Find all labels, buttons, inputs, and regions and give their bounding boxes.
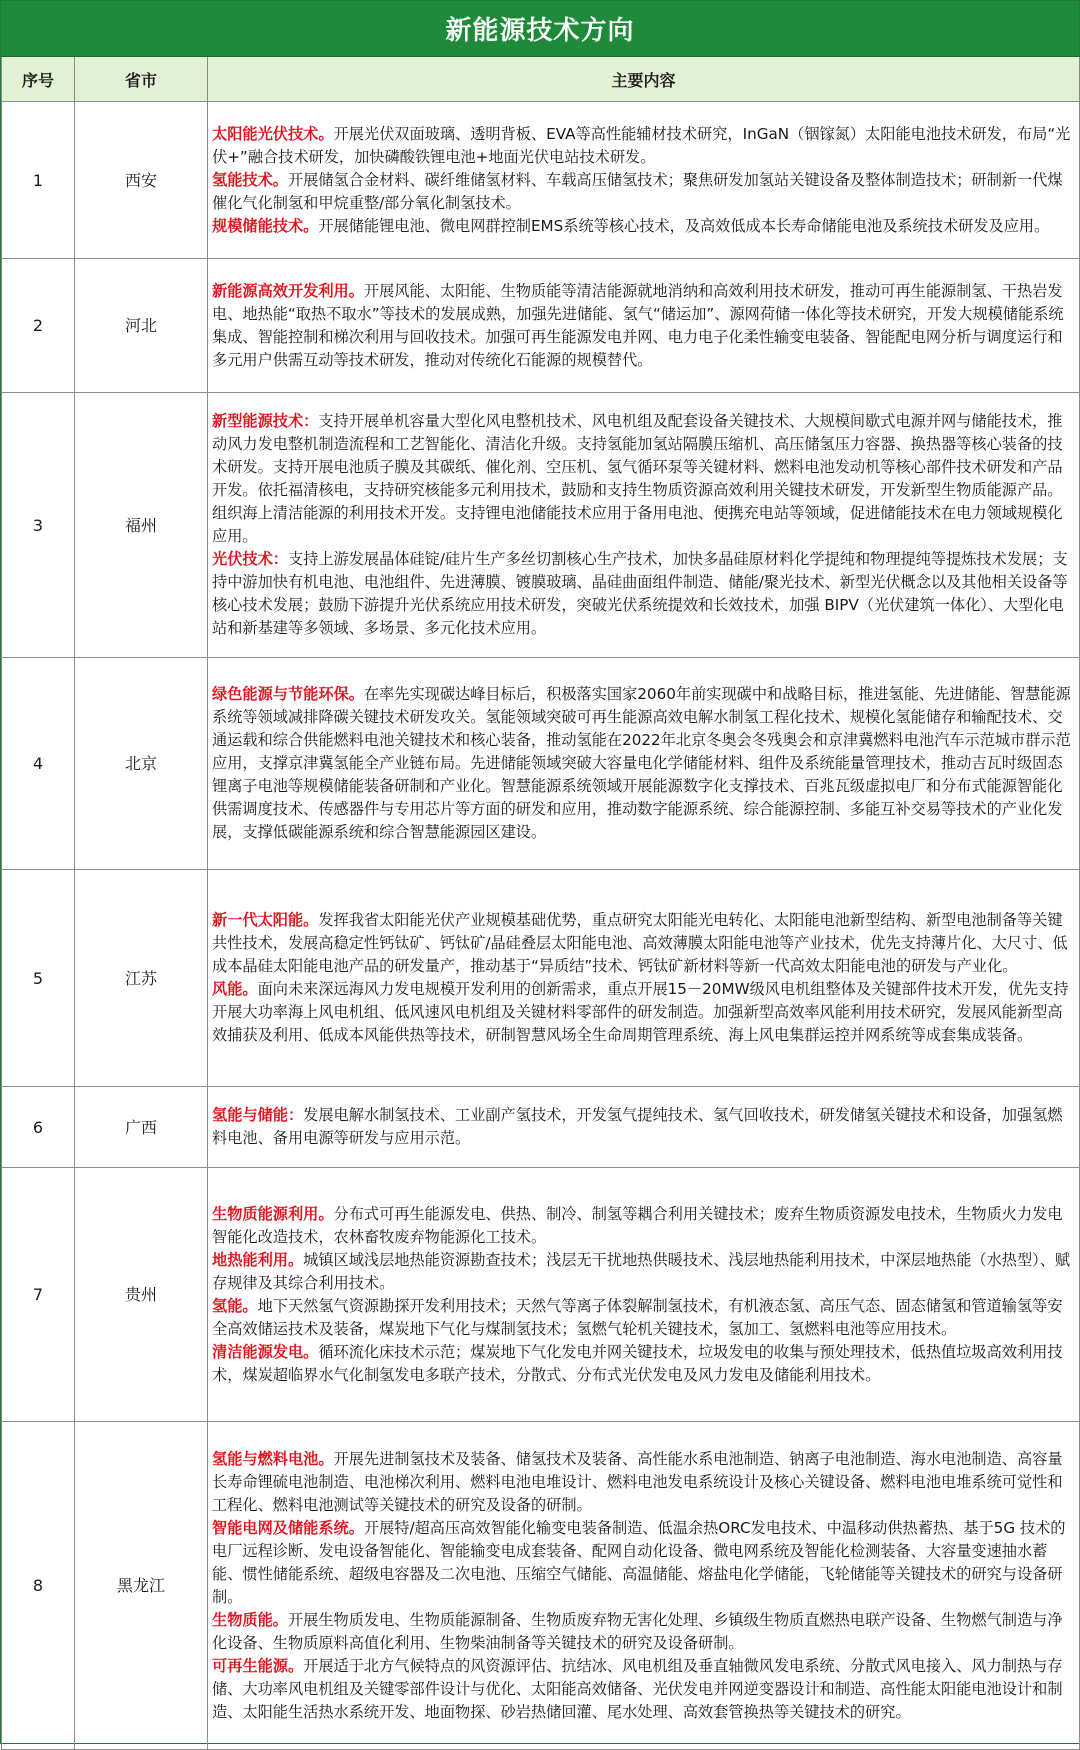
table-row: [2, 658, 1080, 870]
row-content: [208, 1422, 1080, 1750]
paragraph-text: 开展特/超高压高效智能化输变电装备制造、低温余热ORC发电技术、中温移动供热蓄热、基于5G 技术的电厂远程诊断、发电设备智能化、智能输变电成套装备、配网自动化设备、微电网系统及智能化检测装备、大容量变速抽水蓄能、惯性储能系统、超级电容器及二次电池、压缩空气储能、高温储能、熔盐电化学储能，飞轮储能等关键技术的研究与设备研制。: [212, 1518, 1066, 1606]
paragraph-heading: 氢能技术。: [212, 170, 288, 189]
row-content: [208, 1168, 1080, 1422]
content-paragraph: [212, 909, 1075, 978]
paragraph-heading: 氢能。: [212, 1296, 258, 1315]
paragraph-text: 支持开展单机容量大型化风电整机技术、风电机组及配套设备关键技术、大规模间歇式电源并网与储能技术，推动风力发电整机制造流程和工艺智能化、清洁化升级。支持氢能加氢站隔膜压缩机、高压储氢压力容器、换热器等核心装备的技术研发。支持开展电池质子膜及其碳纸、催化剂、空压机、氢气循环泵等关键材料、燃料电池发动机等核心部件技术研发和产品开发。依托福清核电，支持研究核能多元利用技术，鼓励和支持生物质资源高效利用关键技术研发，开发新型生物质能源产品。组织海上清洁能源的利用技术开发。支持锂电池储能技术应用于备用电池、便携充电站等领域，促进储能技术在电力领域规模化应用。: [212, 412, 1063, 545]
paragraph-heading: 可再生能源。: [212, 1656, 304, 1675]
row-city: 广西: [75, 1087, 208, 1168]
tech-direction-table: [1, 57, 1080, 1750]
content-paragraph: [212, 978, 1075, 1047]
row-city: 西安: [75, 102, 208, 259]
header-content: 主要内容: [208, 57, 1080, 102]
paragraph-heading: 新一代太阳能。: [212, 911, 319, 929]
content-paragraph: [212, 1295, 1075, 1341]
paragraph-text: 开展光伏双面玻璃、透明背板、EVA等高性能辅材技术研究，InGaN（铟镓氮）太阳能电池技术研发，布局“光伏+”融合技术研发，加快磷酸铁锂电池+地面光伏电站技术研发。: [212, 124, 1071, 166]
paragraph-text: 开展风能、太阳能、生物质能等清洁能源就地消纳和高效利用技术研发，推动可再生能源制氢、干热岩发电、地热能“取热不取水”等技术的发展成熟，加强先进储能、氢气“储运加”、源网荷储一体化等技术研究，开发大规模储能系统集成、智能控制和梯次利用与回收技术。加强可再生能源发电并网、电力电子化柔性输变电装备、智能配电网分析与调度运行和多元用户供需互动等技术研发，推动对传统化石能源的规模替代。: [212, 281, 1064, 369]
paragraph-heading: 清洁能源发电。: [212, 1342, 319, 1361]
paragraph-heading: 规模储能技术。: [212, 216, 319, 235]
row-number: 6: [2, 1087, 75, 1168]
paragraph-text: 开展生物质发电、生物质能源制备、生物质废弃物无害化处理、乡镇级生物质直燃热电联产设备、生物燃气制造与净化设备、生物质原料高值化利用、生物柴油制备等关键技术的研究及设备研制。: [212, 1610, 1063, 1652]
table-row: [2, 393, 1080, 658]
content-paragraph: [212, 1249, 1075, 1295]
paragraph-text: 开展适于北方气候特点的风资源评估、抗结冰、风电机组及垂直轴微风发电系统、分散式风电接入、风力制热与存储、大功率风电机组及关键零部件设计与优化、太阳能高效储备、光伏发电并网逆变器设计和制造、高性能太阳能电池设计和制造、太阳能生活热水系统开发、地面物探、砂岩热储回灌、尾水处理、高效套管换热等关键技术的研究。: [212, 1656, 1063, 1721]
paragraph-heading: 绿色能源与节能环保。: [212, 685, 364, 703]
row-content: [208, 259, 1080, 393]
header-city: 省市: [75, 57, 208, 102]
content-paragraph: [212, 1609, 1075, 1655]
row-number: 3: [2, 393, 75, 658]
content-paragraph: [212, 1104, 1075, 1150]
table-row: [2, 1422, 1080, 1750]
row-content: [208, 870, 1080, 1087]
table-row: [2, 1087, 1080, 1168]
header-row: [2, 57, 1080, 102]
paragraph-text: 分布式可再生能源发电、供热、制冷、制氢等耦合利用关键技术；废弃生物质资源发电技术，生物质火力发电智能化改造技术，农林畜牧废弃物能源化工技术。: [212, 1204, 1063, 1246]
row-city: 黑龙江: [75, 1422, 208, 1750]
content-paragraph: [212, 169, 1075, 215]
row-city: 北京: [75, 658, 208, 870]
row-number: 5: [2, 870, 75, 1087]
table-row: [2, 1168, 1080, 1422]
table-title: 新能源技术方向: [1, 1, 1079, 57]
row-city: 贵州: [75, 1168, 208, 1422]
row-number: 1: [2, 102, 75, 259]
paragraph-text: 面向未来深远海风力发电规模开发利用的创新需求，重点开展15－20MW级风电机组整体及关键部件技术开发，优先支持开展大功率海上风电机组、低风速风电机组及关键材料零部件的研发制造。加强新型高效率风能利用技术研究，发展风能新型高效捕获及利用、低成本风能供热等技术，研制智慧风场全生命周期管理系统、海上风电集群运控并网系统等成套集成装备。: [212, 980, 1069, 1044]
content-paragraph: [212, 1448, 1075, 1517]
paragraph-heading: 生物质能。: [212, 1610, 288, 1629]
paragraph-text: 开展储氢合金材料、碳纤维储氢材料、车载高压储氢技术；聚焦研发加氢站关键设备及整体制造技术；研制新一代煤催化气化制氢和甲烷重整/部分氧化制氢技术。: [212, 170, 1063, 212]
row-number: 4: [2, 658, 75, 870]
content-paragraph: [212, 410, 1075, 548]
paragraph-text: 地下天然氢气资源勘探开发利用技术；天然气等离子体裂解制氢技术，有机液态氢、高压气态、固态储氢和管道输氢等安全高效储运技术及装备，煤炭地下气化与煤制氢技术；氢燃气轮机关键技术，氢加工、氢燃料电池等应用技术。: [212, 1296, 1063, 1338]
paragraph-text: 发展电解水制氢技术、工业副产氢技术，开发氢气提纯技术、氢气回收技术，研发储氢关键技术和设备，加强氢燃料电池、备用电源等研发与应用示范。: [212, 1106, 1063, 1147]
row-city: 福州: [75, 393, 208, 658]
table-row: [2, 102, 1080, 259]
paragraph-heading: 地热能利用。: [212, 1250, 304, 1269]
paragraph-text: 城镇区域浅层地热能资源勘查技术；浅层无干扰地热供暖技术、浅层地热能利用技术，中深层地热能（水热型）、赋存规律及其综合利用技术。: [212, 1250, 1071, 1292]
content-paragraph: [212, 280, 1075, 372]
paragraph-heading: 氢能与燃料电池。: [212, 1449, 334, 1468]
table-body: [2, 102, 1080, 1750]
content-paragraph: [212, 123, 1075, 169]
paragraph-text: 循环流化床技术示范；煤炭地下气化发电并网关键技术，垃圾发电的收集与预处理技术，低热值垃圾高效利用技术，煤炭超临界水气化制氢发电多联产技术，分散式、分布式光伏发电及风力发电及储能利用技术。: [212, 1342, 1063, 1384]
paragraph-heading: 新能源高效开发利用。: [212, 281, 364, 300]
paragraph-heading: 光伏技术：: [212, 550, 288, 568]
row-city: 河北: [75, 259, 208, 393]
paragraph-text: 发挥我省太阳能光伏产业规模基础优势，重点研究太阳能光电转化、太阳能电池新型结构、新型电池制备等关键共性技术，发展高稳定性钙钛矿、钙钛矿/晶硅叠层太阳能电池、高效薄膜太阳能电池等产业技术，优先支持薄片化、大尺寸、低成本晶硅太阳能电池产品的研发量产，推动基于“异质结”技术、钙钛矿新材料等新一代高效太阳能电池的研发与产业化。: [212, 911, 1068, 975]
content-paragraph: [212, 548, 1075, 640]
row-content: [208, 393, 1080, 658]
row-city: 江苏: [75, 870, 208, 1087]
row-content: [208, 102, 1080, 259]
row-content: [208, 1087, 1080, 1168]
paragraph-text: 开展先进制氢技术及装备、储氢技术及装备、高性能水系电池制造、钠离子电池制造、海水电池制造、高容量长寿命锂硫电池制造、电池梯次利用、燃料电池电堆设计、燃料电池发电系统设计及核心关键设备、燃料电池电堆系统可觉性和工程化、燃料电池测试等关键技术的研究及设备的研制。: [212, 1449, 1063, 1514]
table-row: [2, 870, 1080, 1087]
content-paragraph: [212, 215, 1075, 238]
row-content: [208, 658, 1080, 870]
header-no: 序号: [2, 57, 75, 102]
content-paragraph: [212, 1341, 1075, 1387]
row-number: 7: [2, 1168, 75, 1422]
paragraph-heading: 智能电网及储能系统。: [212, 1518, 364, 1537]
row-number: 8: [2, 1422, 75, 1750]
table-row: [2, 259, 1080, 393]
paragraph-text: 在率先实现碳达峰目标后，积极落实国家2060年前实现碳中和战略目标，推进氢能、先进储能、智慧能源系统等领域减排降碳关键技术研发攻关。氢能领域突破可再生能源高效电解水制氢工程化技术、规模化氢能储存和输配技术、交通运载和综合供能燃料电池关键技术和核心装备，推动氢能在2022年北京冬奥会冬残奥会和京津冀燃料电池汽车示范城市群示范应用，支撑京津冀氢能全产业链布局。先进储能领域突破大容量电化学储能材料、组件及系统能量管理技术，推动吉瓦时级固态锂离子电池等规模储能装备研制和产业化。智慧能源系统领域开展能源数字化支撑技术、百兆瓦级虚拟电厂和分布式能源智能化供需调度技术、传感器件与专用芯片等方面的研发和应用，推动数字能源系统、综合能源控制、多能互补交易等技术的产业化发展，支撑低碳能源系统和综合智慧能源园区建设。: [212, 685, 1071, 841]
content-paragraph: [212, 683, 1075, 844]
content-paragraph: [212, 1517, 1075, 1609]
paragraph-heading: 风能。: [212, 980, 258, 998]
paragraph-heading: 新型能源技术：: [212, 412, 319, 430]
row-number: 2: [2, 259, 75, 393]
content-paragraph: [212, 1655, 1075, 1724]
paragraph-heading: 太阳能光伏技术。: [212, 124, 334, 143]
paragraph-text: 开展储能锂电池、微电网群控制EMS系统等核心技术，及高效低成本长寿命储能电池及系统技术研发及应用。: [318, 216, 1050, 235]
paragraph-text: 支持上游发展晶体硅锭/硅片生产多丝切割核心生产技术，加快多晶硅原材料化学提纯和物理提纯等提炼技术发展；支持中游加快有机电池、电池组件、先进薄膜、镀膜玻璃、晶硅曲面组件制造、储能/聚光技术、新型光伏概念以及其他相关设备等核心技术发展；鼓励下游提升光伏系统应用技术研发，突破光伏系统提效和长效技术，加强 BIPV（光伏建筑一体化）、大型化电站和新基建等多领域、多场景、多元化技术应用。: [212, 550, 1068, 637]
paragraph-heading: 生物质能源利用。: [212, 1204, 334, 1223]
content-paragraph: [212, 1203, 1075, 1249]
paragraph-heading: 氢能与储能：: [212, 1106, 304, 1124]
